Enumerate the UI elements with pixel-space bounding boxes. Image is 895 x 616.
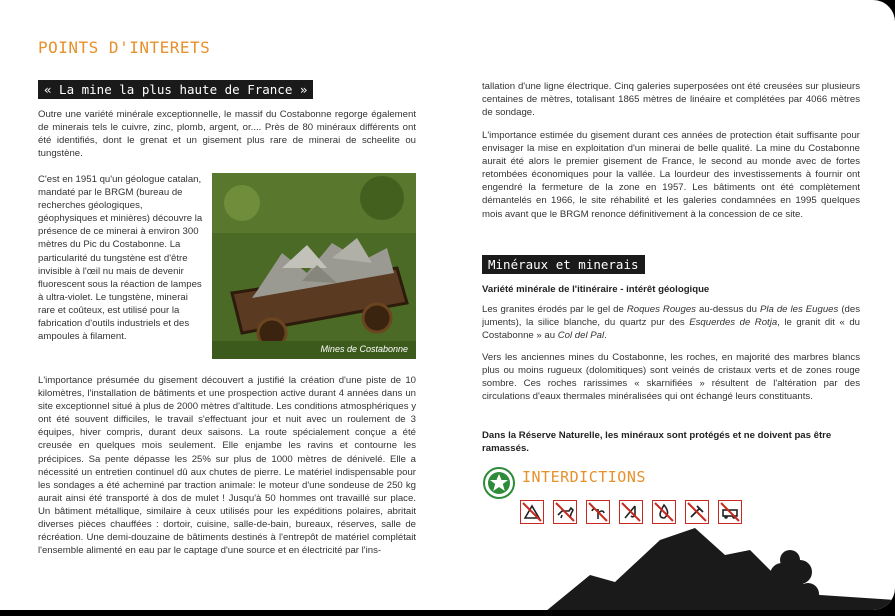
mine-cart-illustration [212, 173, 416, 359]
skarn-paragraph [482, 351, 860, 419]
skarn-text: Vers les anciennes mines du Costabonne, les roches, en majorité des marbres blancs plus ou moins rugueux (dolomitiques) sont veinés de cristaux verts et de zones rouge sombre. Ces roches rarissimes « skarnifiées » résultent de l'altération par des circulations d'eaux thermales minéralisées qui ont échangé leurs constituants. [482, 352, 860, 403]
granites-text-e: (des juments), la silice blanche, du quartz pur des [482, 304, 860, 329]
place-pla-de-les-eugues: Pla de les Eugues [759, 304, 839, 315]
place-col-del-pal: Col del Pal [557, 330, 605, 342]
mountain-silhouette-illustration [520, 520, 895, 610]
granites-text-g: , le granit dit « du Costabonne » au [482, 317, 860, 342]
granites-text-i: . [604, 330, 607, 342]
granites-paragraph [482, 303, 860, 345]
interdictions-title: INTERDICTIONS [522, 468, 646, 486]
mine-cart-photo [212, 173, 416, 359]
continuation-text: tallation d'une ligne électrique. Cinq galeries superposées ont été creusées sur plusieurs centaines de mètres, totalisant 1865 mètres de linéaire et complétées par 4066 mètres de sondage. [482, 81, 860, 119]
protection-notice: Dans la Réserve Naturelle, les minéraux sont protégés et ne doivent pas être ramassés. [482, 430, 832, 455]
exploitation-paragraph [38, 374, 416, 586]
reserve-naturelle-logo-icon [483, 467, 515, 499]
place-roques-rouges: Roques Rouges [626, 304, 696, 315]
closure-paragraph [482, 129, 860, 243]
granites-text-c: au-dessus du [695, 304, 760, 315]
discovery-paragraph [38, 173, 204, 368]
minerals-heading: Minéraux et minerais [482, 255, 645, 274]
photo-caption: Mines de Costabonne [320, 344, 408, 354]
discovery-text: C'est en 1951 qu'un géologue catalan, mandaté par le BRGM (bureau de recherches géologiques, géophysiques et minières) découvre la présence de ce minerai à environ 300 mètres du Pic du Costabonne. La particularité du tungstène est d'être invisible à l'œil nu mais de devenir fluorescent sous la réaction de lampes à ultra-violet. Le tungstène, minerai rare et coûteux, est utilisé pour la fabrication d'outils industriels et des ampoules à filament. [38, 174, 203, 343]
continuation-paragraph [482, 80, 860, 122]
closure-text: L'importance estimée du gisement durant ces années de protection était suffisante pour envisager la mise en exploitation d'un minerai de belle qualité. La mine du Costabonne aurait été alors le premier gisement de France, le second au monde avec de fortes retombées économiques pour la vallée. La lourdeur des investissements à fournir ont engendré la fermeture de la zone en 1957. Les bâtiments ont été complètement démantelés en 1966, le site réhabilité et les galeries condamnées en 1995 quelques mois avant que le BRGM renonce définitivement à la concession de ce site. [482, 130, 860, 220]
section-title: POINTS D'INTERETS [38, 38, 211, 57]
mine-heading: « La mine la plus haute de France » [38, 80, 313, 99]
intro-text: Outre une variété minérale exceptionnelle, le massif du Costabonne regorge également de minerais tels le cuivre, zinc, plomb, argent, or.... Près de 80 minéraux différents ont été identifiés, dont le grenat et un gisement plus rare de minerai de scheelite ou tungstène. [38, 109, 416, 160]
exploitation-text: L'importance présumée du gisement découvert a justifié la création d'une piste de 10 kilomètres, l'installation de bâtiments et une prospection active durant 4 années dans un site exceptionnel situé à plus de 2000 mètres d'altitude. Les conditions atmosphériques y ont été souvent difficiles, le travail s'effectuant jour et nuit avec un roulement de 3 équipes, hiver compris, durant deux saisons. La route spécialement conçue a été creusée en quelques mois seulement. Elle enjambe les ravins et contourne les précipices. Sa pente dépasse les 25% sur plus de 1000 mètres de dénivelé. Elle a nécessité un entretien continuel dû aux chutes de pierre. Le matériel indispensable pour les sondages a été acheminé par traction animale: le moteur d'une sondeuse de 250 kg aurait ainsi été transporté à dos de mulet ! Jusqu'à 50 hommes ont travaillé sur place. Un bâtiment métallique, similaire à ceux utilisés pour les expéditions polaires, abritait diverses pièces chauffées : dortoir, cuisine, salle-de-bain, bureaux, réserves, salle de récréation. Une demi-douzaine de bâtiments destinés à l'entrepôt de matériel complétait l'ensemble alimenté en eau par le captage d'une source et en électricité par l'ins- [38, 375, 416, 557]
granites-text-a: Les granites érodés par le gel de [482, 304, 627, 315]
geology-subheading: Variété minérale de l'itinéraire - intérêt géologique [482, 284, 710, 295]
place-esquerdes-de-rotja: Esquerdes de Rotja [689, 317, 778, 329]
intro-paragraph [38, 108, 416, 166]
